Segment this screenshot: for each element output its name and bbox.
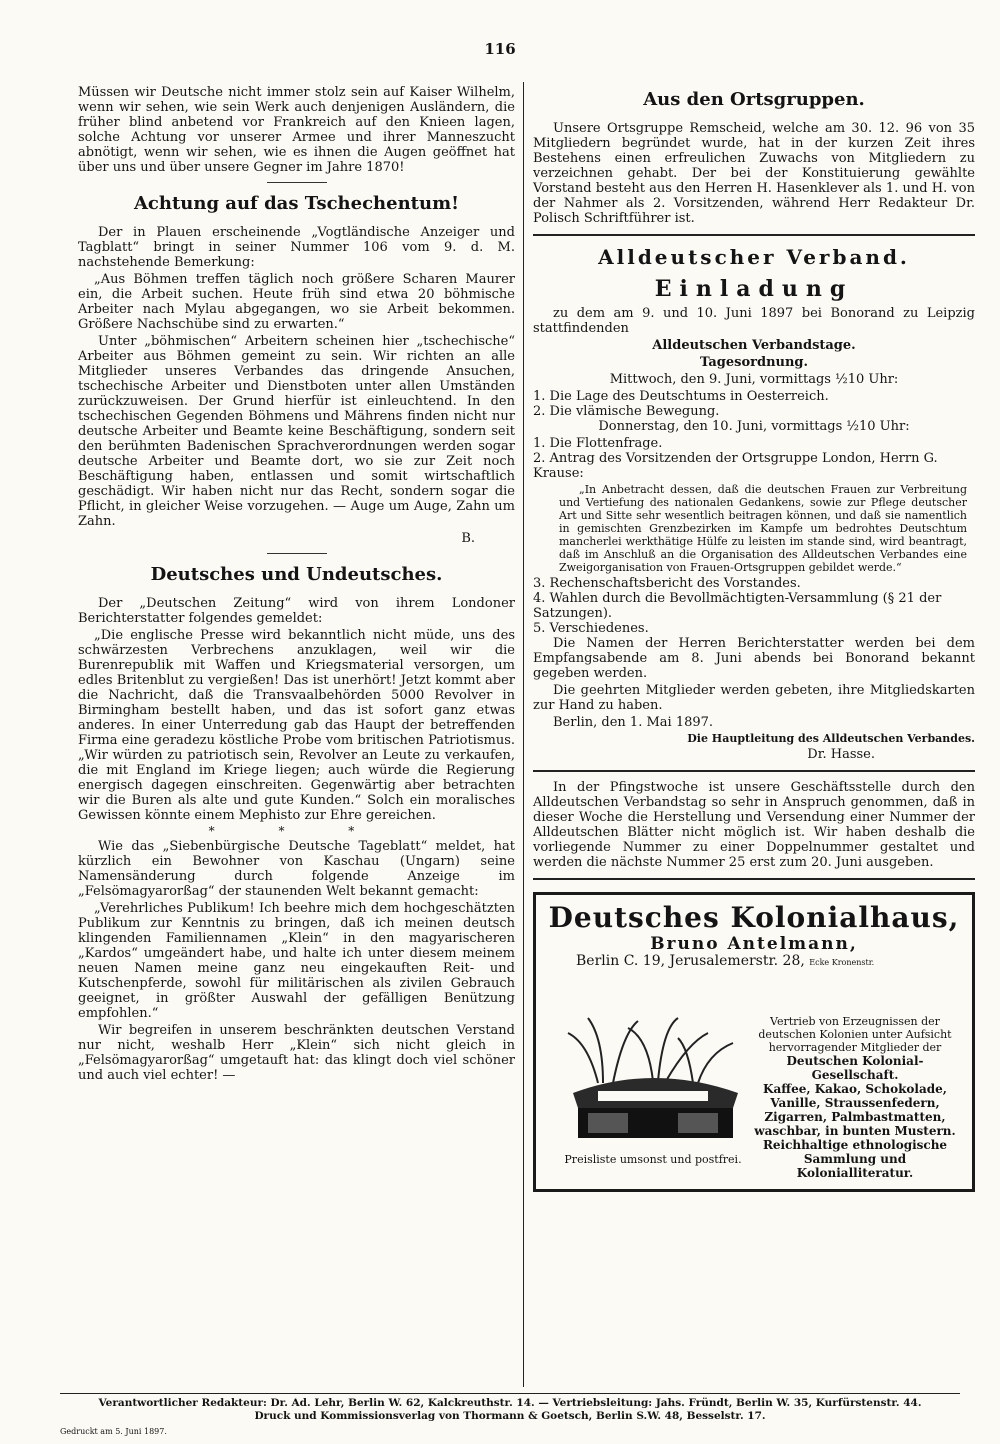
heading-tschechentum: Achtung auf das Tschechentum!	[133, 193, 460, 214]
intro-paragraph: Müssen wir Deutsche nicht immer stolz sein auf Kaiser Wilhelm, wenn wir sehen, wie sein Werk auch denjenigen Ausländern, die früher blind anbetend vor Frankreich auf den Knieen lagen, solche Achtung vor unserer Armee und ihrer Manneszucht abnötigt, wenn wir sehen, wie es ihnen die Augen geöffnet hat über uns und über unsere Gegner im Jahre 1870!	[78, 85, 515, 175]
ad-title: Deutsches Kolonialhaus,	[548, 901, 960, 934]
section-rule	[533, 770, 975, 772]
article-paragraph: Der „Deutschen Zeitung“ wird von ihrem Londoner Berichterstatter folgendes gemeldet:	[78, 596, 515, 626]
invitation-paragraph: Die Namen der Herren Berichterstatter werden bei dem Empfangsabende am 8. Juni abends bei Bonorand bekannt gegeben werden.	[533, 636, 975, 681]
invitation-signature: Die Hauptleitung des Alldeutschen Verbandes.	[687, 732, 975, 745]
page-number: 116	[484, 40, 516, 58]
ad-address-street: Berlin C. 19, Jerusalemerstr. 28,	[576, 953, 805, 969]
ad-address-corner: Ecke Kronenstr.	[809, 958, 875, 967]
article-quote: „Die englische Presse wird bekanntlich nicht müde, uns des schwärzesten Verbrechens anzuklagen, weil wir die Burenrepublik mit Waffen und Kriegsmaterial versorgen, um edles Britenblut zu vergießen! Das ist unerhört! Jetzt kommt aber die Nachricht, daß die Transvaalbehörden 5000 Revolver in Birmingham bestellt haben, und das ist sofort ganz etwas anderes. In einer Unterredung gab das Haupt der betreffenden Firma eine geradezu köstliche Probe vom britischen Patriotismus. „Wir würden zu patriotisch sein, Revolver an Leute zu verkaufen, die mit England im Kriege liegen; auch würde die Regierung energisch dagegen einschreiten. Gegenwärtig aber betrachten wir die Buren als alte und gute Kunden.“ Solch ein moralisches Gewissen könnte einem Mephisto zur Ehre gereichen.	[78, 628, 515, 823]
invitation-signature-name: Dr. Hasse.	[807, 747, 875, 762]
heading-undeutsches: Deutsches und Undeutsches.	[150, 564, 443, 585]
agenda-motion: „In Anbetracht dessen, daß die deutschen Frauen zur Verbreitung und Vertiefung des nationalen Gedankens, sowie zur Pflege deutscher Art und Sitte sehr wesentlich beitragen können, und daß sie namentlich in gemischten Grenzbezirken im Kampfe um bedrohtes Deutschtum mancherlei werkthätige Hülfe zu leisten im stande sind, wird beantragt, daß im Anschluß an die Organisation des Alldeutschen Verbandes eine Zweigorganisation von Frauen-Ortsgruppen gebildet werde.“	[559, 483, 967, 574]
heading-ortsgruppen: Aus den Ortsgruppen.	[643, 89, 865, 110]
agenda-item: 5. Verschiedenes.	[533, 621, 649, 636]
imprint-editor: Verantwortlicher Redakteur: Dr. Ad. Lehr, Berlin W. 62, Kalckreuthstr. 14. — Vertriebsleitung: Jahs. Fründt, Berlin W. 35, Kurfürstenstr. 44.	[98, 1397, 922, 1409]
agenda-item: 1. Die Flottenfrage.	[533, 436, 663, 451]
ad-society: Deutschen Kolonial-Gesellschaft.	[786, 1054, 924, 1082]
article-paragraph: Wie das „Siebenbürgische Deutsche Tageblatt“ meldet, hat kürzlich ein Bewohner von Kaschau (Ungarn) seine Namensänderung durch folgende Anzeige im „Felsömagyarorßag“ der staunenden Welt bekannt gemacht:	[78, 839, 515, 899]
column-divider	[523, 82, 524, 1387]
invitation-paragraph: zu dem am 9. und 10. Juni 1897 bei Bonorand zu Leipzig stattfindenden	[533, 306, 975, 336]
agenda-item: 2. Die vlämische Bewegung.	[533, 404, 720, 419]
ad-text-1: Vertrieb von Erzeugnissen der deutschen Kolonien unter Aufsicht hervorragender Mitglieder der	[758, 1015, 952, 1054]
right-column	[533, 85, 975, 1192]
ad-address	[576, 954, 962, 970]
heading-verband: Alldeutscher Verband.	[598, 245, 910, 269]
ad-description	[746, 1015, 964, 1180]
article-paragraph: Wir begreifen in unserem beschränkten deutschen Verstand nur nicht, weshalb Herr „Klein“ sich nicht gleich in „Felsömagyarorßag“ umgetauft hat: das klingt doch viel schöner und auch viel echter! —	[78, 1023, 515, 1083]
agenda-day-2: Donnerstag, den 10. Juni, vormittags ½10 Uhr:	[598, 419, 910, 434]
agenda-heading: Tagesordnung.	[699, 355, 809, 370]
section-rule	[533, 878, 975, 880]
heading-einladung: Einladung	[654, 276, 854, 302]
agenda-list-day-1	[533, 389, 975, 419]
agenda-item: 3. Rechenschaftsbericht des Vorstandes.	[533, 576, 801, 591]
invitation-title: Alldeutschen Verbandstage.	[652, 338, 856, 353]
article-paragraph: Der in Plauen erscheinende „Vogtländische Anzeiger und Tagblatt“ bringt in seiner Nummer 106 vom 9. d. M. nachstehende Bemerkung:	[78, 225, 515, 270]
imprint-printer: Druck und Kommissionsverlag von Thormann & Goetsch, Berlin S.W. 48, Besselstr. 17.	[254, 1410, 766, 1422]
ad-caption: Preisliste umsonst und postfrei.	[564, 1153, 742, 1166]
article-paragraph: Unter „böhmischen“ Arbeitern scheinen hier „tschechische“ Arbeiter aus Böhmen gemeint zu sein. Wir richten an alle Mitglieder unseres Verbandes das dringende Ansuchen, tschechische Arbeiter und Dienstboten unter allen Umständen zurückzuweisen. Der Grund hierfür ist einleuchtend. In den tschechischen Gegenden Böhmens und Mährens finden nicht nur deutsche Arbeiter und Beamte keine Beschäftigung, sondern seit den berühmten Badenischen Sprachverordnungen werden sogar deutsche Arbeiter und Beamte dort, wo sie zur Zeit noch Beschäftigung haben, entlassen und somit wirtschaftlich geschädigt. Wir haben nicht nur das Recht, sondern sogar die Pflicht, in gleicher Weise vorzugehen. — Auge um Auge, Zahn um Zahn.	[78, 334, 515, 529]
agenda-list-day-2-continued	[533, 576, 975, 636]
agenda-day-1: Mittwoch, den 9. Juni, vormittags ½10 Uhr:	[609, 372, 899, 387]
agenda-item: 4. Wahlen durch die Bevollmächtigten-Versammlung (§ 21 der Satzungen).	[533, 591, 942, 621]
article-signature: B.	[461, 531, 475, 546]
agenda-list-day-2	[533, 436, 975, 481]
agenda-item: 2. Antrag des Vorsitzenden der Ortsgruppe London, Herrn G. Krause:	[533, 451, 938, 481]
section-rule	[267, 182, 327, 183]
section-stars: * * *	[208, 824, 385, 838]
article-quote: „Aus Böhmen treffen täglich noch größere Scharen Maurer ein, die Arbeit suchen. Heute früh sind etwa 20 böhmische Arbeiter nach Mylau abgegangen, wo sie Arbeit bekommen. Größere Nachschübe sind zu erwarten.“	[78, 272, 515, 332]
section-rule	[267, 553, 327, 554]
invitation-date: Berlin, den 1. Mai 1897.	[553, 715, 714, 730]
imprint-print-date: Gedruckt am 5. Juni 1897.	[60, 1427, 167, 1436]
invitation-paragraph: Die geehrten Mitglieder werden gebeten, ihre Mitgliedskarten zur Hand zu haben.	[533, 683, 975, 713]
notice-paragraph: In der Pfingstwoche ist unsere Geschäftsstelle durch den Alldeutschen Verbandstag so sehr in Anspruch genommen, daß in dieser Woche die Herstellung und Versendung einer Nummer der Alldeutschen Blätter nicht möglich ist. Wir haben deshalb die vorliegende Nummer zu einer Doppelnummer gestaltet und werden die nächste Nummer 25 erst zum 20. Juni ausgeben.	[533, 780, 975, 870]
footer-rule	[60, 1393, 960, 1394]
ad-text-2: Kaffee, Kakao, Schokolade, Vanille, Straussenfedern, Zigarren, Palmbastmatten, waschbar, in bunten Mustern. Reichhaltige ethnologische Sammlung und Kolonialliteratur.	[754, 1082, 956, 1180]
ad-owner: Bruno Antelmann,	[650, 934, 858, 954]
advertisement	[533, 892, 975, 1192]
ortsgruppen-paragraph: Unsere Ortsgruppe Remscheid, welche am 30. 12. 96 von 35 Mitgliedern begründet wurde, hat in der kurzen Zeit ihres Bestehens einen erfreulichen Zuwachs von Mitgliedern zu verzeichnen gehabt. Der bei der Konstituierung gewählte Vorstand besteht aus den Herren H. Hasenklever als 1. und H. von der Nahmer als 2. Vorsitzenden, während Herr Redakteur Dr. Polisch Schriftführer ist.	[533, 121, 975, 226]
section-rule	[533, 234, 975, 236]
article-quote: „Verehrliches Publikum! Ich beehre mich dem hochgeschätzten Publikum zur Kenntnis zu bringen, daß ich meinen deutsch klingenden Familiennamen „Klein“ in den magyarischeren „Kardos“ umgeändert habe, und halte ich unter diesem meinem neuen Namen meine ganz neu eingekauften Reit- und Kutschenpferde, sowohl für militärischen als zivilen Gebrauch geeignet, in größter Auswahl der gefälligen Benützung empfohlen.“	[78, 901, 515, 1021]
agenda-item: 1. Die Lage des Deutschtums in Oesterreich.	[533, 389, 829, 404]
left-column	[78, 85, 515, 1085]
imprint	[60, 1393, 960, 1438]
hut-illustration-icon	[558, 1013, 748, 1143]
